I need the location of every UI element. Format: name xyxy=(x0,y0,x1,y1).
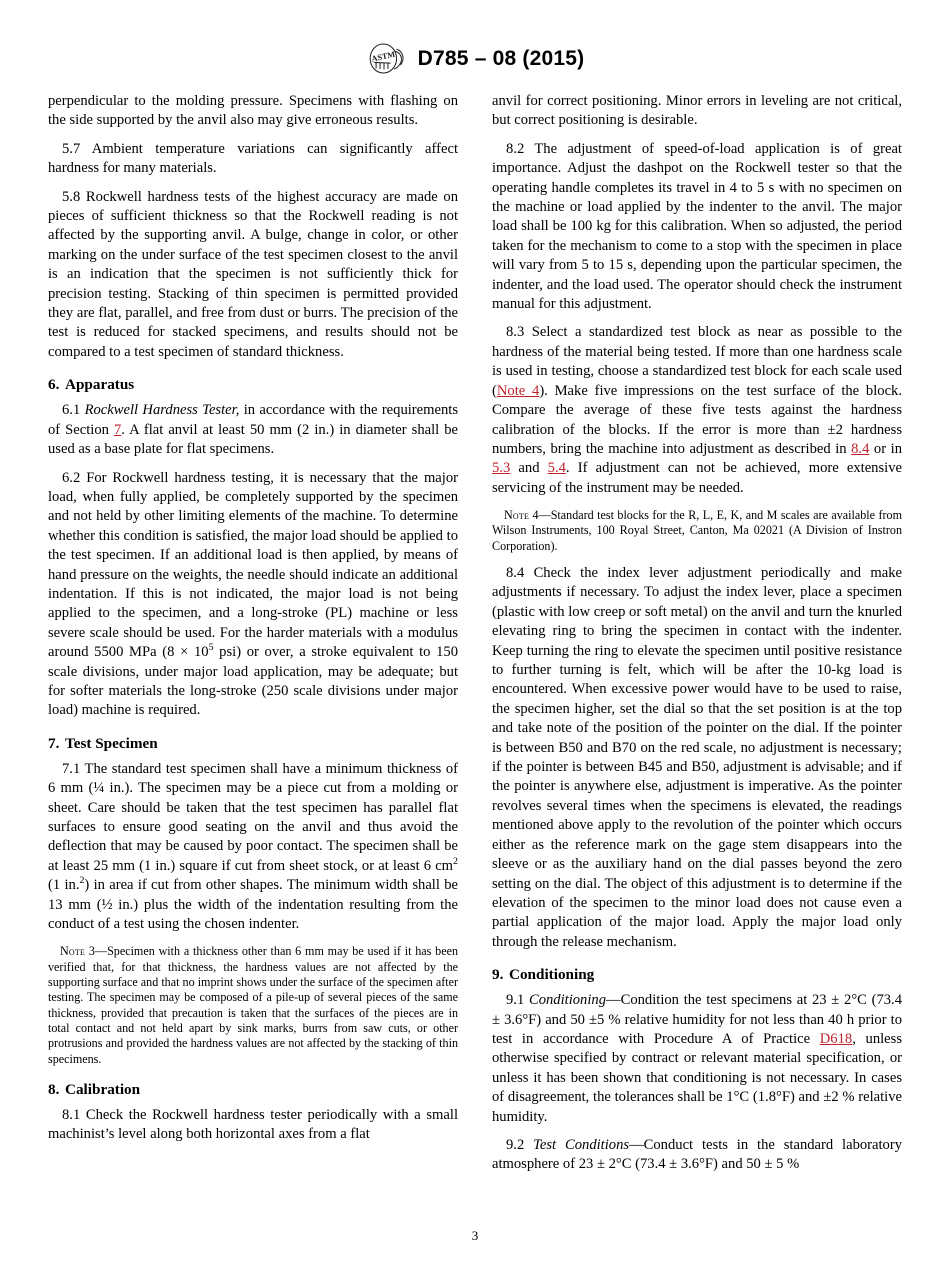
paragraph-8-3-part-b: ). Make five impressions on the test surface of the block. Compare the average of these five tests against the hardness calibration of the blocks. If the error is more than ±2 hardness numbers, bring the machine into adjustment as described in xyxy=(492,382,902,457)
paragraph-7-1-part-a: 7.1 The standard test specimen shall have a minimum thickness of 6 mm (¼ in.). The specimen may be a piece cut from a molding or sheet. Care should be taken that the test specimen has parallel flat surfaces to ensure good seating on the anvil and thus avoid the deflection that may be caused by poor contact. The specimen shall be at least 25 mm (1 in.) square if cut from sheet stock, or at least 6 cm xyxy=(48,760,458,874)
paragraph-6-1-number: 6.1 xyxy=(62,402,85,419)
paragraph-6-2-part-b: psi) or over, a stroke equivalent to 150 scale divisions, under major load application, may be adequate; but for softer materials the long-stroke (250 scale divisions under major load) machine is required. xyxy=(48,644,458,719)
paragraph-9-2 xyxy=(492,1136,902,1175)
paragraph-9-1 xyxy=(492,991,902,1127)
heading-7-title: Test Specimen xyxy=(65,734,158,752)
cross-reference-d618[interactable]: D618 xyxy=(819,1030,853,1047)
svg-text:ASTM: ASTM xyxy=(370,49,396,64)
page-header xyxy=(0,42,950,75)
paragraph-9-2-part-a: —Conduct tests in the standard laboratory atmosphere of 23 ± 2°C (73.4 ± 3.6°F) and 50 ± 5 % xyxy=(492,1136,903,1173)
paragraph-6-2 xyxy=(48,469,458,721)
paragraph-8-2: 8.2 The adjustment of speed-of-load application is of great importance. Adjust the dashpot on the Rockwell tester so that the operating handle completes its travel in 4 to 5 s with no specimen on the machine or load applied by the indenter to the anvil. The major load shall be 100 kg for this calibration. When so adjusted, the period taken for the mechanism to come to a stop with the specimen in place will vary from 5 to 15 s, depending upon the particular specimen, the indenter, and the load used. The operator should check the instrument manual for this adjustment. xyxy=(492,140,902,313)
paragraph-5-8: 5.8 Rockwell hardness tests of the highest accuracy are made on pieces of sufficient thickness so that the Rockwell reading is not affected by the supporting anvil. A bulge, change in color, or other marking on the under surface of the test specimen closest to the anvil is an indication that the specimen is not sufficiently thick for precision testing. Stacking of thin specimen is permitted provided they are flat, parallel, and free from dust or burrs. The precision of the test is reduced for stacked specimens, and results should not be compared to a test specimen of standard thickness. xyxy=(48,188,458,360)
paragraph-9-1-number: 9.1 xyxy=(506,992,529,1009)
paragraph-7-1-part-c: ) in area if cut from other shapes. The minimum width shall be 13 mm (½ in.) plus the width of the indentation resulting from the conduct of a test using the chosen indenter. xyxy=(48,877,458,933)
paragraph-9-1-part-b: , unless otherwise specified by contract or relevant material specification, or unless it has been shown that conditioning is not necessary. In cases of disagreement, the tolerances shall be 1°C (1.8°F) and ±2 % relative humidity. xyxy=(492,1030,903,1125)
paragraph-7-1-part-b: (1 in. xyxy=(48,877,80,894)
heading-6-title: Apparatus xyxy=(65,376,135,394)
paragraph-8-3-part-e: . If adjustment can not be achieved, more extensive servicing of the instrument may be needed. xyxy=(492,460,902,496)
paragraph-6-2-exponent: 5 xyxy=(208,642,214,654)
left-column xyxy=(48,92,458,1207)
paragraph-8-1: 8.1 Check the Rockwell hardness tester periodically with a small machinist’s level along both horizontal axes from a flat xyxy=(48,1106,458,1143)
page-footer xyxy=(0,1228,950,1244)
note-3 xyxy=(48,944,458,1066)
heading-8-title: Calibration xyxy=(65,1080,141,1098)
paragraph-8-4: 8.4 Check the index lever adjustment periodically and make adjustments if necessary. To adjust the index lever, place a specimen (plastic with low creep or soft metal) on the anvil and turn the knurled elevating ring to bring the specimen in contact with the indenter. Keep turning the ring to elevate the specimen until positive resistance to further turning is felt, which will be after the 10-kg load is encountered. When excessive power would have to be used to raise, the specimen higher, set the dial so that the set position is at the top and take note of the position of the pointer on the dial. If the pointer is between B50 and B70 on the red scale, no adjustment is necessary; if the pointer is between B45 and B50, adjustment is advisable; and if the pointer is anywhere else, adjustment is imperative. As the pointer revolves several times when the specimens is elevated, the readings mentioned above apply to the revolution of the pointer which occurs either as the reference mark on the gage stem disappears into the sleeve or as the auxiliary hand on the dial passes beyond the zero setting on the dial. The object of this adjustment is to determine if the elevation of the specimen to the minor load does not cause even a partial application of the major load. Apply the major load only through the release mechanism. xyxy=(492,565,902,950)
note-3-label: Note xyxy=(60,944,86,959)
right-column xyxy=(492,92,902,1207)
paragraph-7-1-exponent-2: 2 xyxy=(79,875,85,887)
paragraph-7-1-exponent-1: 2 xyxy=(453,855,458,867)
paragraph-9-1-italic-term: Conditioning xyxy=(528,992,606,1009)
paragraph-9-2-number: 9.2 xyxy=(506,1136,534,1153)
note-4-number: 4 xyxy=(529,508,539,523)
paragraph-9-1-part-a: —Condition the test specimens at 23 ± 2°C (73.4 ± 3.6°F) and 50 ±5 % relative humidity for not less than 40 h prior to test in accordance with Procedure A of Practice xyxy=(492,992,903,1047)
note-4-text: —Standard test blocks for the R, L, E, K, and M scales are available from Wilson Instruments, 100 Royal Street, Canton, Ma 02021 (A Division of Instron Corporation). xyxy=(492,508,902,553)
two-column-body xyxy=(48,92,902,1207)
heading-7-test-specimen xyxy=(48,734,458,753)
paragraph-continuation-8-1: anvil for correct positioning. Minor errors in leveling are not critical, but correct positioning is desirable. xyxy=(492,93,902,129)
paragraph-5-7: 5.7 Ambient temperature variations can significantly affect hardness for many materials. xyxy=(48,140,458,177)
heading-9-number: 9. xyxy=(492,966,504,984)
astm-logo-icon xyxy=(366,42,406,75)
paragraph-7-1 xyxy=(48,760,458,935)
cross-reference-5-3[interactable]: 5.3 xyxy=(492,460,511,477)
heading-9-conditioning xyxy=(492,965,902,984)
heading-8-number: 8. xyxy=(48,1080,60,1098)
heading-6-apparatus xyxy=(48,375,458,394)
cross-reference-5-4[interactable]: 5.4 xyxy=(547,460,566,477)
note-4 xyxy=(492,508,902,554)
paragraph-6-1-mid: in accordance with the requirements of Section xyxy=(48,402,459,438)
paragraph-8-3-part-a: 8.3 Select a standardized test block as near as possible to the hardness of the material being tested. If more than one hardness scale is used in testing, choose a standardized test block for each scale used ( xyxy=(492,324,902,399)
heading-6-number: 6. xyxy=(48,376,60,394)
note-4-label: Note xyxy=(504,508,530,523)
paragraph-6-1 xyxy=(48,401,458,459)
paragraph-6-2-part-a: 6.2 For Rockwell hardness testing, it is necessary that the major load, when fully applied, be completely supported by the specimen and not held by other limiting elements of the machine. To determine whether this condition is satisfied, the major load should be applied to the test specimen. If an additional load is then applied, by means of hand pressure on the weights, the needle should indicate an additional indentation. If this is not indicated, the major load is not being applied to the specimen, and a long-stroke (PL) machine or less severe scale should be used. For the harder materials with a modulus around 5500 MPa (8 × 10 xyxy=(48,469,458,661)
heading-9-title: Conditioning xyxy=(509,966,595,984)
heading-7-number: 7. xyxy=(48,734,60,752)
cross-reference-section-7[interactable]: 7 xyxy=(113,421,122,438)
paragraph-continuation-5-6: perpendicular to the molding pressure. Specimens with flashing on the side supported by the anvil also may give erroneous results. xyxy=(48,93,458,129)
paragraph-6-1-suffix: . A flat anvil at least 50 mm (2 in.) in diameter shall be used as a base plate for flat specimens. xyxy=(48,421,458,458)
paragraph-8-3 xyxy=(492,323,902,498)
paragraph-8-3-part-c: or in xyxy=(869,440,902,457)
cross-reference-8-4[interactable]: 8.4 xyxy=(851,440,870,457)
paragraph-8-3-part-d: and xyxy=(510,460,548,477)
document-designation: D785 – 08 (2015) xyxy=(417,46,585,70)
cross-reference-note-4[interactable]: Note 4 xyxy=(496,382,540,399)
heading-8-calibration xyxy=(48,1080,458,1099)
paragraph-9-2-italic-term: Test Conditions xyxy=(533,1136,630,1153)
note-3-number: 3 xyxy=(85,944,95,959)
page-number: 3 xyxy=(471,1228,479,1243)
note-3-text: —Specimen with a thickness other than 6 mm may be used if it has been verified that, for that thickness, the hardness values are not affected by the supporting surface and that no imprint shows under the surface of the specimen after testing. The specimen may be composed of a pile-up of several pieces of the same thickness, provided that precaution is taken that the surfaces of the pieces are in total contact and not held apart by sink marks, burrs from saw cuts, or other protrusions and provided the hardness values are not affected by the stacking of thin specimens. xyxy=(48,944,459,1066)
paragraph-6-1-italic-term: Rockwell Hardness Tester, xyxy=(84,402,240,419)
